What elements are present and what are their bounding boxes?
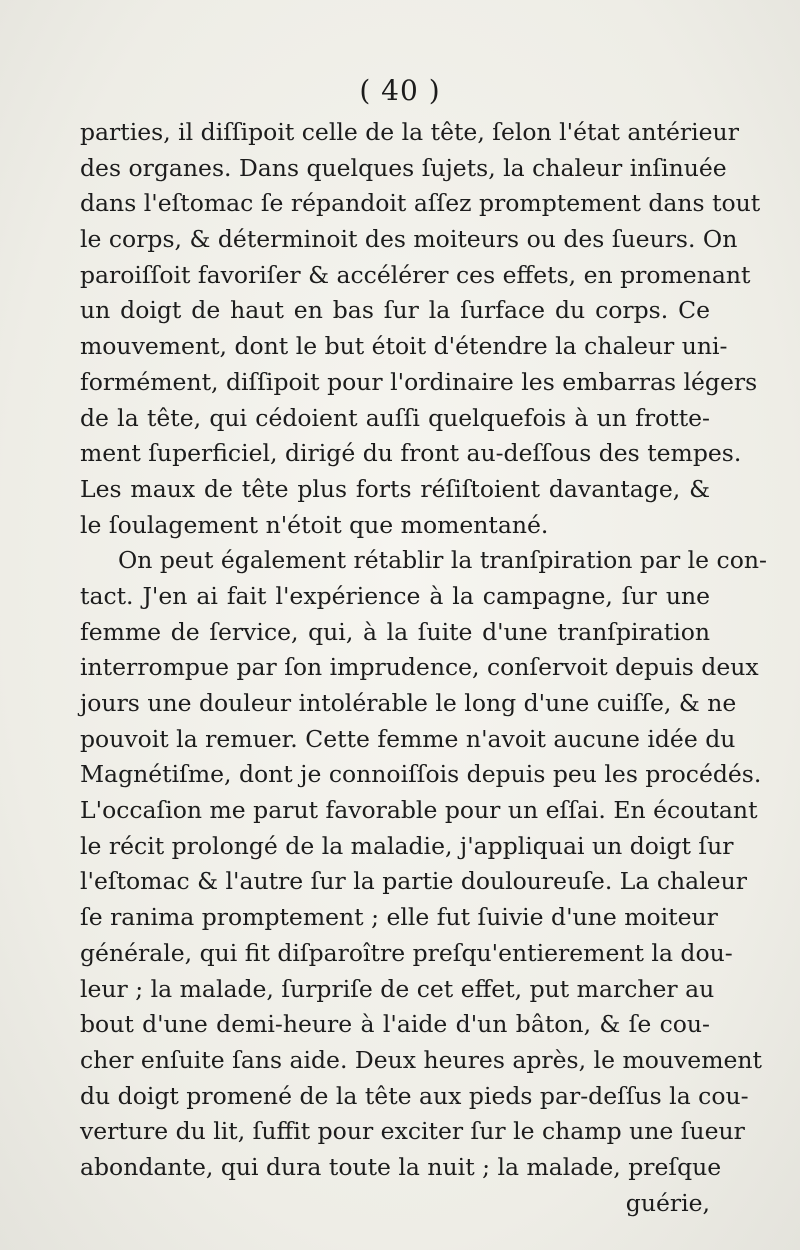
text-line: cher enſuite ſans aide. Deux heures après, le mouvement [80, 1045, 762, 1074]
text-line: On peut également rétablir la tranſpiration par le con- [118, 546, 767, 575]
catchword: guérie, [625, 1188, 710, 1217]
text-line: paroiſſoit favoriſer & accélérer ces effets, en promenant [80, 260, 751, 289]
text-line: le corps, & déterminoit des moiteurs ou des ſueurs. On [80, 225, 738, 254]
text-line: Les maux de tête plus forts réſiſtoient davantage, & [80, 474, 710, 503]
text-line: formément, diſſipoit pour l'ordinaire les embarras légers [80, 367, 758, 396]
text-line: le ſoulagement n'étoit que momentané. [80, 510, 549, 539]
text-line: l'eſtomac & l'autre ſur la partie douloureuſe. La chaleur [80, 867, 747, 896]
text-line: ſe ranima promptement ; elle fut ſuivie d'une moiteur [80, 903, 718, 932]
text-line: des organes. Dans quelques ſujets, la chaleur inſinuée [80, 153, 727, 182]
text-line: interrompue par ſon imprudence, conſervoit depuis deux [80, 653, 759, 682]
text-line: jours une douleur intolérable le long d'une cuiſſe, & ne [80, 689, 737, 717]
text-line: le récit prolongé de la maladie, j'appliquai un doigt ſur [80, 831, 734, 860]
text-line: L'occaſion me parut favorable pour un eſſai. En écoutant [80, 796, 758, 825]
text-line: leur ; la malade, ſurpriſe de cet effet, put marcher au [80, 974, 715, 1003]
body-text [80, 115, 767, 1221]
text-line: de la tête, qui cédoient auſſi quelquefois à un frotte- [80, 403, 710, 432]
text-line: ment ſuperficiel, dirigé du front au-deſſous des tempes. [80, 439, 742, 468]
text-line: un doigt de haut en bas ſur la ſurface du corps. Ce [80, 296, 710, 325]
text-line: mouvement, dont le but étoit d'étendre la chaleur uni- [80, 332, 728, 361]
text-line: abondante, qui dura toute la nuit ; la malade, preſque [80, 1152, 722, 1181]
text-line: verture du lit, ſuffit pour exciter ſur le champ une ſueur [80, 1117, 745, 1146]
text-line: dans l'eſtomac ſe répandoit aſſez promptement dans tout [80, 189, 761, 218]
text-line: pouvoit la remuer. Cette femme n'avoit aucune idée du [80, 724, 736, 753]
text-line: bout d'une demi-heure à l'aide d'un bâton, & ſe cou- [80, 1010, 710, 1039]
page-number: ( 40 ) [359, 74, 441, 107]
text-line: tact. J'en ai fait l'expérience à la campagne, ſur une [80, 581, 710, 610]
text-line: Magnétiſme, dont je connoiſſois depuis peu les procédés. [80, 760, 762, 789]
text-line: parties, il diſſipoit celle de la tête, ſelon l'état antérieur [80, 118, 739, 146]
text-line: générale, qui fit diſparoître preſqu'entierement la dou- [80, 938, 733, 967]
text-line: du doigt promené de la tête aux pieds par-deſſus la cou- [80, 1081, 749, 1110]
text-line: femme de ſervice, qui, à la ſuite d'une tranſpiration [80, 617, 710, 646]
